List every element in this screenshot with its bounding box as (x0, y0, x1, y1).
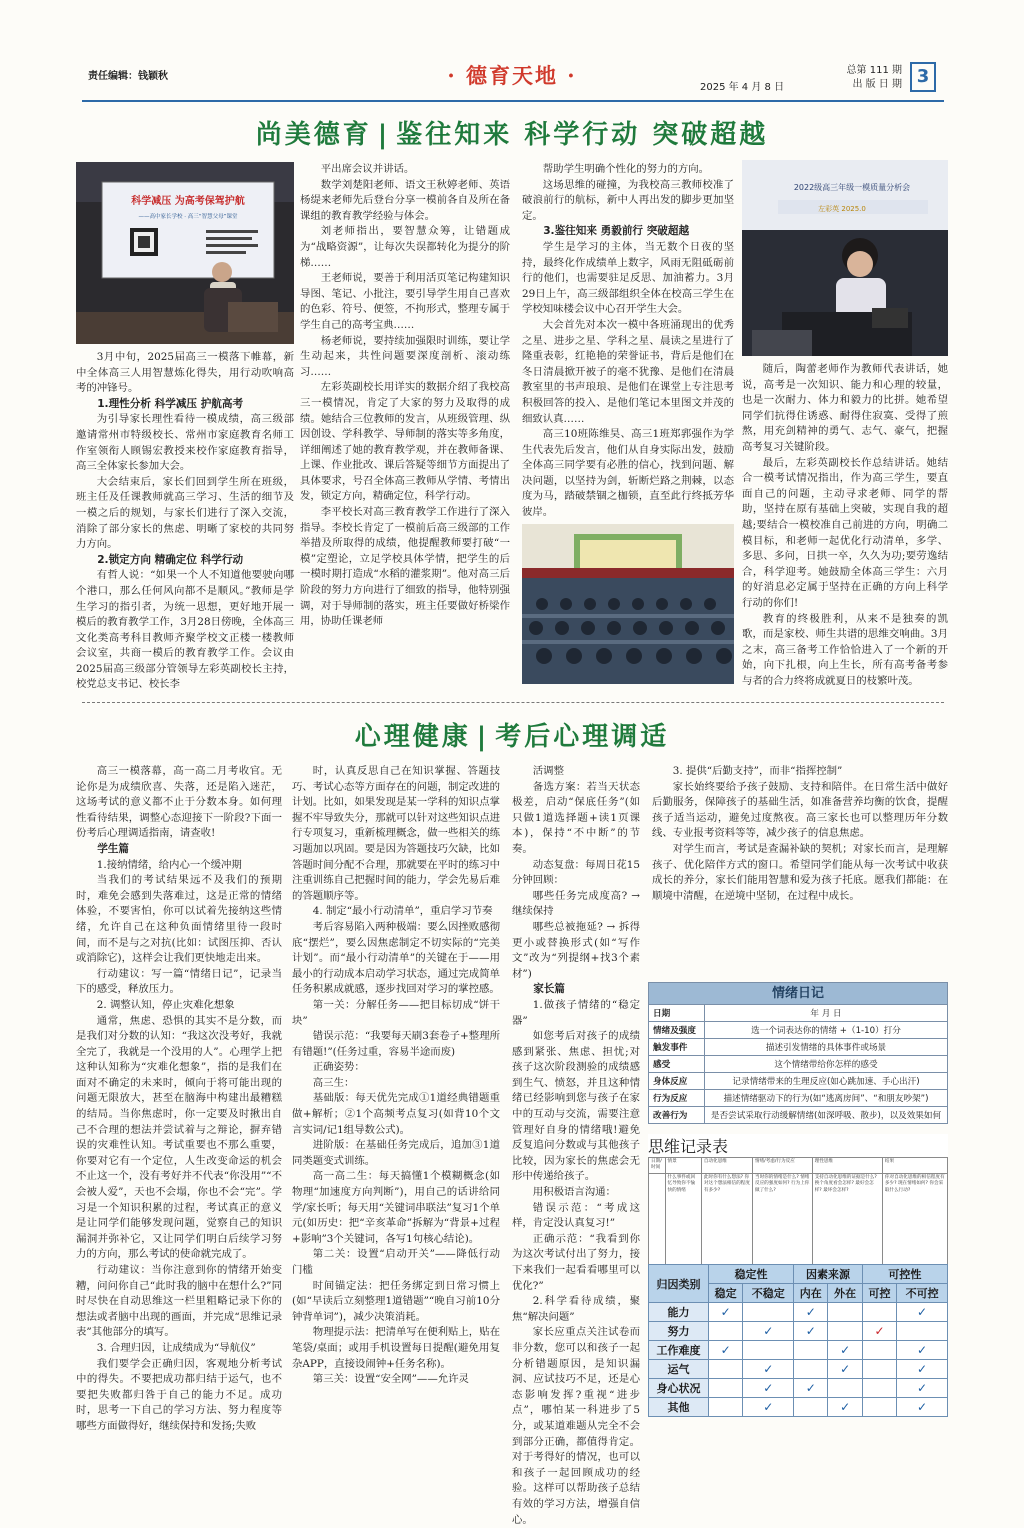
issue-line-2: 出 版 日 期 (852, 79, 902, 90)
check-mark-cell: ✓ (897, 1379, 948, 1398)
thought-record-cell: 你对自动化思维的相信程度有多少? 现在情绪如何? 你会采取什么行动? (882, 1173, 947, 1269)
attribution-subheader: 稳定 (709, 1284, 743, 1303)
attribution-subheader: 不稳定 (743, 1284, 794, 1303)
paragraph: 4. 制定“最小行动清单”，重启学习节奏 (312, 905, 493, 918)
paragraph: 3. 合理归因，让成绩成为“导航仪” (96, 1341, 256, 1354)
emotion-diary-field: 感受 (649, 1056, 705, 1073)
emotion-diary-row (649, 1039, 948, 1056)
emotion-diary-prompt: 记录情绪带来的生理反应(如心跳加速、手心出汗) (705, 1073, 948, 1090)
attribution-subheader: 内在 (794, 1284, 828, 1303)
attribution-row (649, 1303, 948, 1322)
paragraph: 时间锚定法：把任务绑定到日常习惯上(如“早读后立刻整理1道错题”“晚自习前10分钟背单词”)，减少决策消耗。 (292, 1279, 500, 1323)
section1-headline-tag: 尚美德育 (255, 120, 372, 150)
paragraph: 行动建议：当你注意到你的情绪开始变糟，问问你自己“此时我的脑中在想什么?”同时尽快在自动思维这一栏里粗略记录下你的想法或者脑中出现的画面，并完成“思维记录表”其他部分的填写。 (76, 1264, 282, 1339)
emotion-diary-prompt: 选一个词表达你的情绪 +（1-10）打分 (705, 1022, 948, 1039)
check-mark-cell: ✓ (794, 1322, 828, 1341)
paragraph: 家长始终要给予孩子鼓励、支持和陪伴。在日常生活中做好后勤服务，保障孩子的基础生活，如准备营养均衡的饮食，提醒孩子适当运动，避免过度熬夜。高三家长也可以整理历年分数线、专业报考资料等等，减少孩子的信息焦虑。 (652, 780, 948, 840)
paragraph: 正确示范：“我看到你为这次考试付出了努力，接下来我们一起看看哪里可以优化?” (512, 1232, 640, 1292)
subheading: 家长篇 (533, 983, 565, 996)
attribution-table (648, 1264, 948, 1417)
check-mark-cell (794, 1341, 828, 1360)
paragraph: 家长应重点关注试卷而非分数，您可以和孩子一起分析错题原因，是知识漏洞、应试技巧不足，还是心态影响发挥?重视“进步点”，哪怕某一科进步了5分，或某道难题从完全不会到部分正确，都值得肯定。对于考得好的情况，也可以和孩子一起回顾成功的经验。这样可以帮助孩子总结有效的学习方法，增强自信心。 (512, 1326, 640, 1526)
paragraph: 行动建议：写一篇“情绪日记”，记录当下的感受，释放压力。 (76, 967, 282, 996)
check-mark-cell: ✓ (828, 1398, 862, 1417)
subheading: 1.理性分析 科学减压 护航高考 (97, 397, 244, 410)
subheading: 学生篇 (97, 842, 129, 855)
check-mark-cell: ✓ (897, 1360, 948, 1379)
lecture-photo-image (76, 162, 294, 344)
paragraph: 平出席会议并讲话。 (320, 163, 415, 175)
attribution-subheader: 外在 (828, 1284, 862, 1303)
check-mark-cell: ✓ (897, 1398, 948, 1417)
section2-column-3 (512, 764, 640, 1526)
check-mark-cell: ✓ (709, 1341, 743, 1360)
emotion-diary-prompt: 描述情绪驱动下的行为(如“逃离房间”、“和朋友吵架”) (705, 1090, 948, 1107)
speaker-banner-sub: 左彩英 2025.0 (818, 205, 866, 213)
paragraph: 正确姿势： (312, 1061, 365, 1074)
assembly-photo-image (522, 524, 734, 684)
check-mark-cell (862, 1379, 896, 1398)
emotion-diary-row (649, 1090, 948, 1107)
subheading: 2.锁定方向 精确定位 科学行动 (97, 553, 244, 566)
emotion-diary-prompt: 年 月 日 (705, 1005, 948, 1022)
paragraph: 杨老师说，要持续加强限时训练，要让学生动起来，共性问题要深度剖析、滚动练习…… (300, 334, 510, 378)
lecture-banner-sub: ——高中家长学校 · 高三“智慧父母”课堂 (138, 214, 238, 220)
paragraph: 高三10班陈维昊、高三1班郑郛强作为学生代表先后发言，他们从自身实际出发，鼓励全体高三同学要有必胜的信心，找到问题、解决问题，以坚持为剑，斩断烂路之荆棘，以态度为马，踏破禁锢之枷锁，直至此行终抵芳华彼岸。 (522, 428, 734, 519)
attribution-group-control: 可控性 (862, 1265, 947, 1284)
editor-credit: 责任编辑：钱颖秋 (88, 71, 168, 82)
thought-record-header: 结果 (882, 1158, 947, 1174)
attribution-row (649, 1379, 948, 1398)
emotion-diary-field: 触发事件 (649, 1039, 705, 1056)
section2-headline-tag: 心理健康 (354, 722, 471, 752)
paragraph: 帮助学生明确个性化的努力的方向。 (542, 163, 710, 175)
paragraph: 错误示范：“考成这样，肯定没认真复习!” (512, 1201, 640, 1230)
check-mark-cell (862, 1398, 896, 1417)
paragraph: 第二关：设置“启动开关”——降低行动门槛 (292, 1248, 500, 1276)
check-mark-cell (897, 1322, 948, 1341)
check-mark-cell: ✓ (862, 1322, 896, 1341)
emotion-diary-row (649, 1073, 948, 1090)
paragraph: 1.接纳情绪，给内心一个缓冲期 (96, 858, 242, 871)
paragraph: 高一高二生：每天搞懂1个模糊概念(如物理“加速度方向判断”)，用自己的话讲给同学/家长听；每天用“关键词串联法”复习1个单元(如历史：把“辛亥革命”拆解为“背景+过程+影响”3个关键词，各写1句核心结论)。 (292, 1170, 500, 1245)
section-divider (82, 702, 944, 703)
emotion-diary-grid (648, 1004, 948, 1124)
page-number: 3 (910, 62, 936, 92)
thought-record-header: 情绪/考虑/行为反应 (752, 1158, 812, 1174)
check-mark-cell (862, 1341, 896, 1360)
check-mark-cell (794, 1398, 828, 1417)
attribution-label: 其他 (649, 1398, 709, 1417)
paragraph: 王老师说，要善于利用活页笔记构建知识导图、笔记、小批注，要引导学生用自己喜欢的色彩、符号、便签，不拘形式，整理专属于学生自己的高考宝典…… (300, 272, 510, 331)
check-mark-cell (828, 1379, 862, 1398)
emotion-diary-table (648, 982, 948, 1124)
paragraph: 通常，焦虑、恐惧的其实不是分数，而是我们对分数的认知：“我这次没考好，我就全完了，我就是一个没用的人”。心理学上把这种认知称为“灾难化想象”，指的是我们在面对不确定的未来时，倾向于将可能出现的问题无限放大，甚至在脑海中构建出最糟糕的结局。当你焦虑时，你一定要及时揪出自己不合理的想法并尝试着与之辩论，摒弃错误的灾难性认知。考试重要也不那么重要，你要对它有一个定位，人生改变命运的机会不止这一个，没有考好并不代表“你没用”“不会被人爱”，天也不会塌，你也不会“完”。学习是一个知识积累的过程，考试真正的意义是让同学们能够发现问题，觉察自己的知识漏洞并弥补它，又让同学们明白后续学习努力的方向，那么考试的使命就完成了。 (76, 1014, 282, 1261)
check-mark-cell: ✓ (794, 1379, 828, 1398)
thought-record-title: 思维记录表 (648, 1137, 729, 1156)
check-mark-cell (709, 1322, 743, 1341)
masthead (0, 0, 1024, 104)
attribution-row (649, 1360, 948, 1379)
thought-record-header: 日期/时间 (649, 1158, 666, 1174)
attribution-label: 工作难度 (649, 1341, 709, 1360)
check-mark-cell (828, 1322, 862, 1341)
paragraph: 备选方案：若当天状态极差，启动“保底任务”(如只做1道选择题+读1页课本)，保持“不中断”的节奏。 (512, 780, 640, 855)
headline-divider: | (377, 120, 391, 150)
paragraph: 李平校长对高三教育教学工作进行了深入指导。李校长肯定了一模前后高三级部的工作举措及所取得的成绩，他提醒教师要打破“一模”定塑论，立足学校具体学情，把学生的后一模时期打造成“水稻的灌浆期”。他对高三后阶段的努力方向进行了细致的指导，他特别强调，对于导师制的落实，班主任要做好桥梁作用，协助任课老师 (300, 506, 510, 628)
check-mark-cell: ✓ (743, 1322, 794, 1341)
paragraph: 大会首先对本次一模中各班涌现出的优秀之星、进步之星、学科之星、晨读之星进行了隆重表彰，红艳艳的荣誉证书，背后是他们在冬日清晨掀开被子的毫不犹豫、是他们在清晨教室里的书声琅琅、是他们在课堂上专注思考积极回答的投入、是他们笔记本里图文并茂的细致认真…… (522, 318, 734, 425)
check-mark-cell (743, 1303, 794, 1322)
section1-column-2 (300, 162, 510, 695)
emotion-diary-row (649, 1056, 948, 1073)
check-mark-cell (709, 1360, 743, 1379)
thought-record-table (648, 1134, 948, 1270)
paragraph: 随后，陶蕾老师作为教师代表讲话，她说，高考是一次知识、能力和心理的较量，也是一次耐力、体力和毅力的比拼。她希望同学们抗得住诱惑、耐得住寂寞、受得了煎熬，用充剑精神的勇气、志气、豪气，把握高考复习关键阶段。 (742, 363, 948, 453)
attribution-row (649, 1341, 948, 1360)
attribution-subheader: 不可控 (897, 1284, 948, 1303)
paragraph: 刘老师指出，要智慧众筹，让错题成为“战略资源”，让每次失误都转化为提分的阶梯…… (300, 225, 510, 269)
masthead-rule (82, 100, 944, 102)
check-mark-cell: ✓ (743, 1398, 794, 1417)
photo-lecture (76, 162, 294, 344)
section1-column-3 (522, 162, 734, 517)
issue-number (842, 64, 902, 92)
check-mark-cell (862, 1360, 896, 1379)
check-mark-cell: ✓ (828, 1360, 862, 1379)
check-mark-cell: ✓ (897, 1303, 948, 1322)
emotion-diary-prompt: 是否尝试采取行动缓解情绪(如深呼吸、散步)，以及效果如何 (705, 1107, 948, 1124)
paragraph: 基础版：每天优先完成①1道经典错题重做+解析；②1个高频考点复习(如背10个文言实词/记1组导数公式)。 (292, 1092, 500, 1136)
attribution-corner: 归因类别 (649, 1265, 709, 1303)
issue-date: 2025 年 4 月 8 日 (700, 82, 785, 93)
emotion-diary-prompt: 这个情绪带给你怎样的感受 (705, 1056, 948, 1073)
check-mark-cell (862, 1303, 896, 1322)
paragraph: 对学生而言，考试是查漏补缺的契机；对家长而言，是理解孩子、优化陪伴方式的窗口。希望同学们能从每一次考试中收获成长的养分，家长们能用智慧和爱为孩子托底。愿我们都能：在顺境中清醒，在逆境中坚韧，在过程中成长。 (652, 842, 948, 902)
emotion-diary-row (649, 1022, 948, 1039)
thought-record-cell: 当时你的情绪是什么? 情绪反应的强度如何? 行为上你做了什么? (752, 1173, 812, 1269)
emotion-diary-row (649, 1005, 948, 1022)
emotion-diary-prompt: 描述引发情绪的具体事件或场景 (705, 1039, 948, 1056)
paragraph: 第一关：分解任务——把目标切成“饼干块” (292, 998, 500, 1027)
paragraph: 错误示范：“我要每天刷3套卷子+整理所有错题!”(任务过重，容易半途而废) (292, 1030, 500, 1058)
paragraph: 大会结束后，家长们回到学生所在班级，班主任及任课教师就高三学习、生活的细节及一模之后的规划，与家长们进行了深入交流，消除了部分家长的焦虑、明晰了家校的共同努力方向。 (76, 475, 294, 551)
check-mark-cell: ✓ (743, 1360, 794, 1379)
paragraph: 哪些任务完成度高? → 继续保持 (512, 889, 640, 918)
paragraph: 2.科学看待成绩，聚焦“解决问题” (512, 1295, 640, 1323)
section1-headline (0, 114, 1024, 151)
issue-line-1: 总第 111 期 (846, 65, 902, 76)
thought-record-cell (649, 1173, 666, 1269)
lecture-banner-text: 科学减压 为高考保驾护航 (131, 196, 245, 207)
check-mark-cell: ✓ (828, 1341, 862, 1360)
paragraph: 哪些总被拖延? → 拆得更小或替换形式(如“写作文”改为“列提纲+找3个素材”) (512, 920, 640, 980)
emotion-diary-title: 情绪日记 (648, 982, 948, 1004)
photo-speaker (742, 160, 948, 356)
section2-headline (0, 716, 1024, 753)
paragraph: 左彩英副校长用详实的数据介绍了我校高三一模情况，肯定了大家的努力及取得的成绩。她结合三位教师的发言，从班级管理、纵因创设、学科教学、导师制的落实等多角度，详细阐述了她的教育教学观，并在教师备课、上课、作业批改、课后答疑等细节方面提出了具体要求，号召全体高三教师从学情、考情出发，锁定方向，精确定位，科学行动。 (300, 381, 510, 503)
attribution-subheader: 可控 (862, 1284, 896, 1303)
paragraph: 教育的终极胜利，从来不是独奏的凯歌，而是家校、师生共谱的思维交响曲。3月之末，高三备考工作恰恰进入了一个新的开始，向下扎根，向上生长，所有高考备考参与者的合力终将成就夏日的枝繁叶茂。 (742, 612, 948, 687)
paragraph: 我们要学会正确归因，客观地分析考试中的得失。不要把成功都归结于运气，也不要把失败都归咎于自己的能力不足。成功时，思考一下自己的学习方法、努力程度等哪些方面做得好，继续保持和发扬;失败 (76, 1357, 282, 1432)
attribution-group-stability: 稳定性 (709, 1265, 794, 1284)
paragraph: 第三关：设置“安全网”——允许灵 (312, 1373, 469, 1386)
paragraph: 3. 提供“后勤支持”，而非“指挥控制” (672, 765, 843, 777)
paragraph: 考后容易陷入两种极端：要么因挫败感彻底“摆烂”，要么因焦虑制定不切实际的“完美计划”。而“最小行动清单”的关键在于——用最小的行动成本启动学习状态，通过完成简单任务积累成就感，逐步找回对学习的掌控感。 (292, 920, 500, 996)
paragraph: 如您考后对孩子的成绩感到紧张、焦虑、担忧;对孩子这次阶段测验的成绩感到生气、愤怒，并且这种情绪已经影响到您与孩子在家中的互动与交流，需要注意管理好自身的情绪哦!避免反复追问分数或与其他孩子比较，因为家长的焦虑会无形中传递给孩子。 (512, 1030, 640, 1183)
attribution-row (649, 1322, 948, 1341)
paragraph: 学生是学习的主体，当无数个日夜的坚持，最终化作成绩单上数字，风雨无阻砥砺前行的他们，也需要驻足反思、加油蓄力。3月29日上午，高三级部组织全体在校高三学生在学校知味楼会议中心召开学生大会。 (522, 240, 734, 316)
emotion-diary-field: 改善行为 (649, 1107, 705, 1124)
page-section-title: · 德育天地 · (447, 63, 577, 88)
emotion-diary-row (649, 1107, 948, 1124)
thought-record-cell: 什么事件或回忆导致你不愉快的情绪 (665, 1173, 701, 1269)
check-mark-cell: ✓ (897, 1341, 948, 1360)
paragraph: 高三一模落幕，高一高二月考收官。无论你是为成绩欣喜、失落，还是陷入迷茫，这场考试的意义都不止于分数本身。如何理性看待结果，调整心态迎接下一阶段?下面一份考后心理调适指南，请查收! (76, 765, 282, 840)
check-mark-cell (794, 1360, 828, 1379)
check-mark-cell: ✓ (743, 1379, 794, 1398)
paragraph: 进阶版：在基础任务完成后，追加③1道同类题变式训练。 (292, 1139, 500, 1167)
thought-record-header: 情景 (665, 1158, 701, 1174)
paragraph: 3月中旬，2025届高三一模落下帷幕，新中全体高三人用智慧炼化得失，用行动吹响高考的冲锋号。 (76, 351, 294, 395)
section2-column-1 (76, 764, 282, 1469)
attribution-label: 能力 (649, 1303, 709, 1322)
attribution-label: 身心状况 (649, 1379, 709, 1398)
attribution-label: 努力 (649, 1322, 709, 1341)
attribution-group-source: 因素来源 (794, 1265, 863, 1284)
attribution-row (649, 1398, 948, 1417)
headline-divider: | (476, 722, 490, 752)
paragraph: 时，认真反思自己在知识掌握、答题技巧、考试心态等方面存在的问题，制定改进的计划。比如，如果发现是某一学科的知识点掌握不牢导致失分，那就可以针对这些知识点进行专项复习，重新梳理概念，做一些相关的练习题加以巩固。要是因为答题技巧欠缺，比如答题时间分配不合理，那就要在平时的练习中注重训练自己把握时间的能力，学会先易后难的答题顺序等。 (292, 765, 500, 902)
subheading: 3.鉴往知来 勇毅前行 突破超越 (543, 225, 690, 238)
check-mark-cell (743, 1341, 794, 1360)
attribution-grid (648, 1264, 948, 1417)
emotion-diary-field: 情绪及强度 (649, 1022, 705, 1039)
paragraph: 为引导家长理性看待一模成绩，高三级部邀请常州市特级校长、常州市家庭教育名师工作室领衔人顾锡宏教授来校作家庭教育指导，高三全体家长参加大会。 (76, 413, 294, 473)
thought-record-header: 理性思维 (812, 1158, 882, 1174)
paragraph: 这场思维的碰撞，为我校高三教师校准了破浪前行的航标，新中人再出发的脚步更加坚定。 (522, 178, 734, 222)
section1-column-1 (76, 350, 294, 695)
paragraph: 当我们的考试结果远不及我们的预期时，难免会感到失落难过，这是正常的情绪体验，不要害怕，你可以试着先接纳这些情绪，允许自己在这种负面情绪里待一段时间，而不是与之对抗(比如：试图压抑、否认或消除它)，这样会让我们更快地走出来。 (76, 874, 282, 965)
paragraph: 高三生： (312, 1076, 355, 1089)
speaker-photo-image (742, 160, 948, 356)
check-mark-cell (828, 1303, 862, 1322)
section2-column-2 (292, 764, 500, 1469)
section1-headline-text: 鉴往知来 科学行动 突破超越 (396, 120, 769, 150)
check-mark-cell (709, 1398, 743, 1417)
thought-record-grid (648, 1157, 948, 1270)
paragraph: 用积极语言沟通： (532, 1186, 616, 1199)
section2-column-4 (652, 764, 948, 974)
paragraph: 最后，左彩英副校长作总结讲话。她结合一模考试情况指出，作为高三学生，要直面自己的问题，主动寻求老师、同学的帮助，坚持在原有基础上突破，实现自我的超越;要结合一模校准自己前进的方向，明确二模目标，和老师一起优化行动清单，多学、多思、多问，日拱一卒，久久为功;要劳逸结合，科学迎考。她鼓励全体高三学生：六月的好消息必定属于坚持在正确的方向上科学行动的你们! (742, 456, 948, 609)
paragraph: 活调整 (532, 765, 564, 777)
paragraph: 有哲人说：“如果一个人不知道他要驶向哪个港口，那么任何风向都不是顺风。”教师是学生学习的指引者，为统一思想，更好地开展一模后的教育教学工作，3月28日傍晚，全体高三文化类高考科目教师齐聚学校文正楼一楼教师会议室，共商一模后的教育教学工作。会议由2025届高三级部分管领导左彩英副校长主持，校党总支书记、校长李 (76, 569, 294, 691)
check-mark-cell (709, 1379, 743, 1398)
check-mark-cell: ✓ (709, 1303, 743, 1322)
thought-record-cell: 此时你有什么想法? 你对这个想法相信的程度有多少? (701, 1173, 752, 1269)
paragraph: 数学刘楚阳老师、语文王秋婷老师、英语杨缇来老师先后登台分享一模前各自及所在备课组的教育教学经验与体会。 (300, 178, 510, 222)
paragraph: 物理提示法：把清单写在便利贴上，贴在笔袋/桌面；或用手机设置每日提醒(避免用复杂APP，直接设闹钟+任务名称)。 (292, 1326, 500, 1370)
section1-column-4 (742, 362, 948, 695)
attribution-label: 运气 (649, 1360, 709, 1379)
thought-record-cell: 支持自动化思维的证据是什么? 换个角度看会怎样? 最好会怎样? 最坏会怎样? (812, 1173, 882, 1269)
check-mark-cell: ✓ (794, 1303, 828, 1322)
paragraph: 动态复盘：每周日花15分钟回顾： (512, 858, 640, 887)
paragraph: 2. 调整认知，停止灾难化想象 (96, 998, 235, 1011)
section2-headline-text: 考后心理调适 (495, 722, 670, 752)
emotion-diary-field: 身体反应 (649, 1073, 705, 1090)
paragraph: 1.做孩子情绪的“稳定器” (512, 998, 640, 1027)
speaker-banner-text: 2022级高三年级一模质量分析会 (793, 183, 911, 192)
emotion-diary-field: 行为反应 (649, 1090, 705, 1107)
photo-assembly (522, 524, 734, 684)
emotion-diary-field: 日期 (649, 1005, 705, 1022)
thought-record-header: 自动化思维 (701, 1158, 752, 1174)
